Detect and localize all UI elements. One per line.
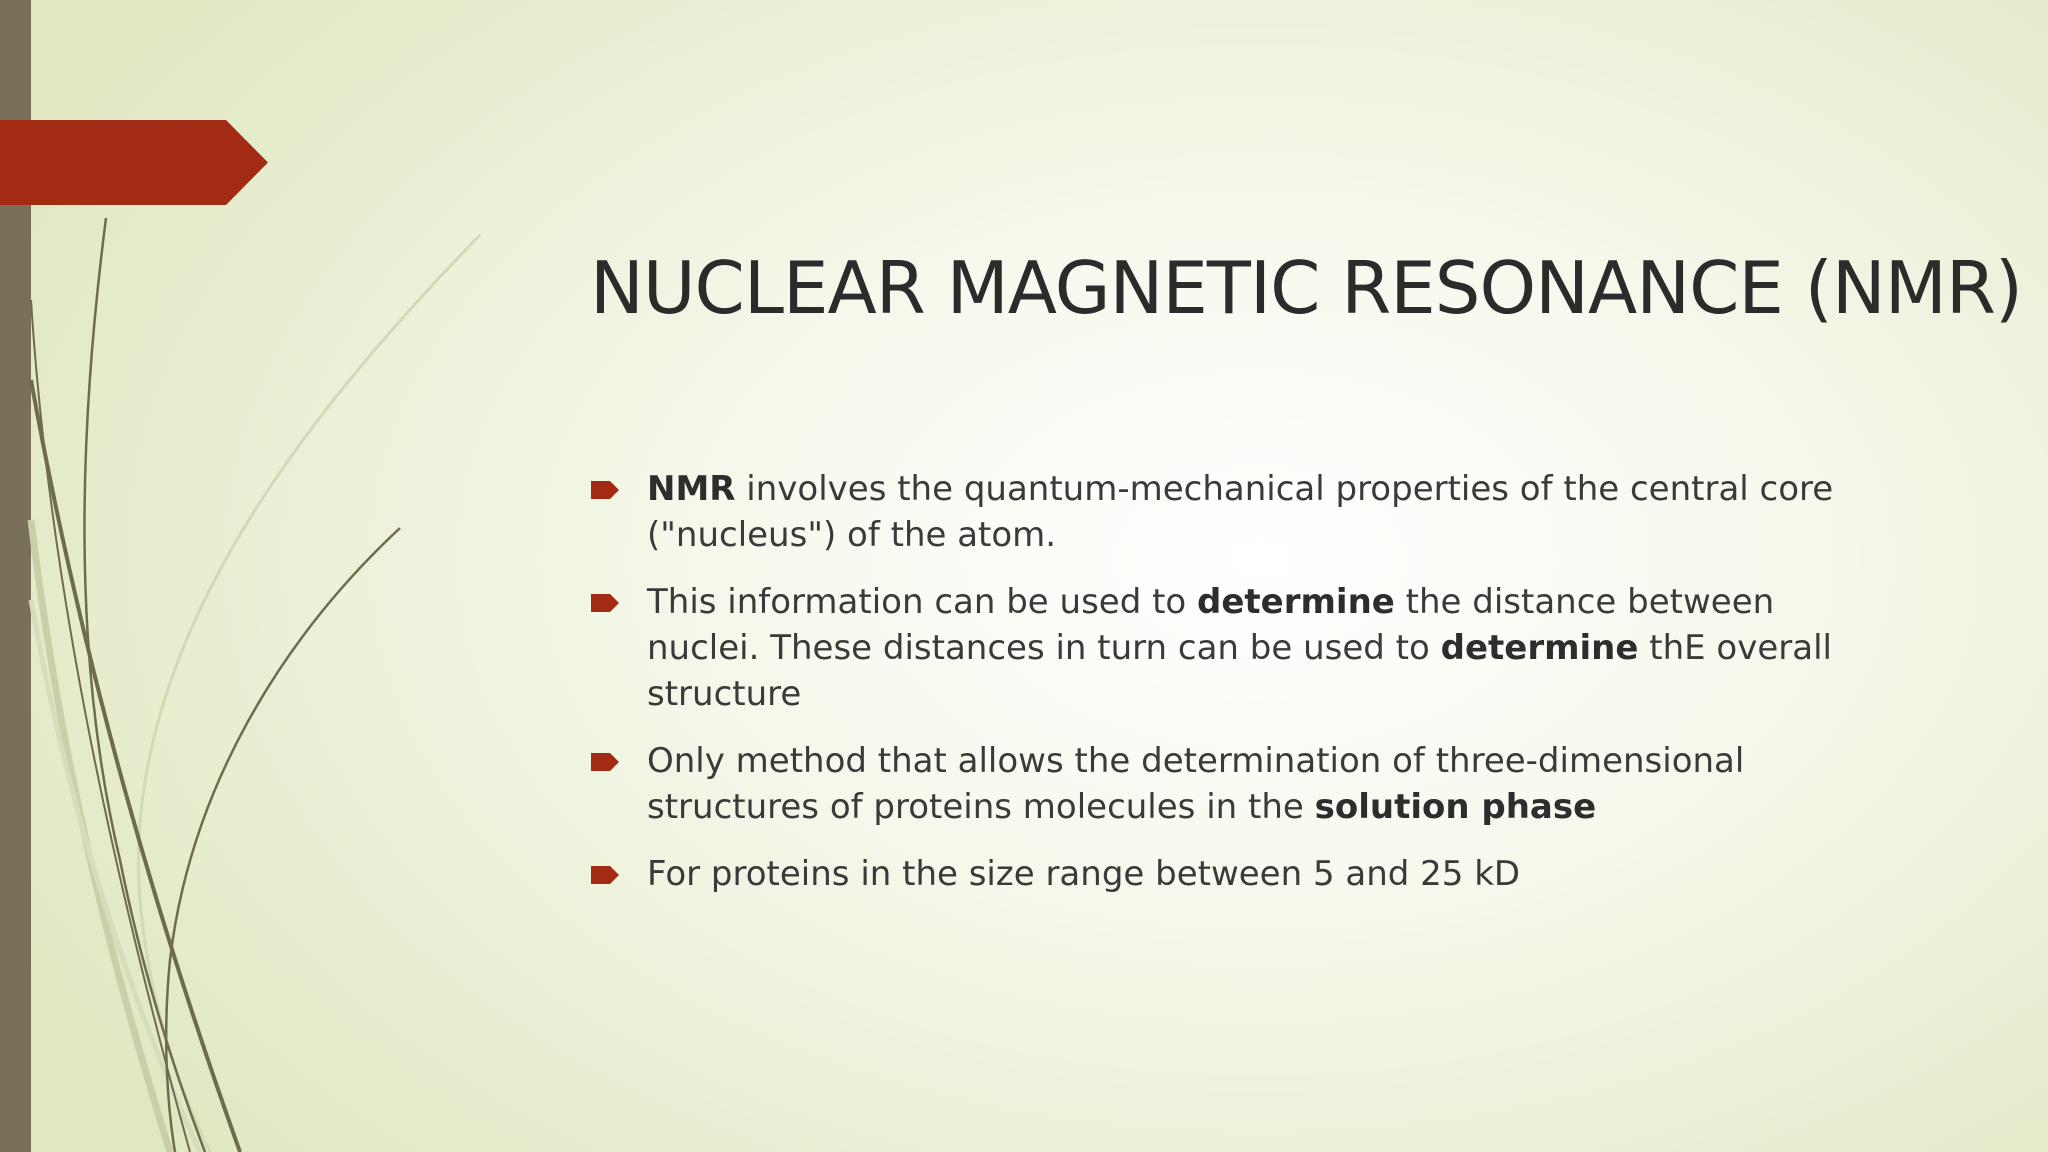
bullet-item-3	[590, 738, 1860, 830]
bullet-3-text: Only method that allows the determination of three-dimensional structures of proteins molecules in the	[647, 741, 1745, 827]
bullet-1-text: involves the quantum-mechanical properties of the central core ("nucleus") of the atom.	[647, 469, 1834, 555]
bold-term-determine: determine	[1197, 582, 1395, 622]
bullet-text-4: For proteins in the size range between 5 and 25 kD	[647, 854, 1521, 894]
bullet-item-1	[590, 466, 1860, 558]
bullet-text-3	[647, 741, 1744, 827]
bullet-2-text-b: the distance between nuclei. These distances in turn can be used to	[647, 582, 1775, 668]
arrow-bullet-icon	[591, 481, 619, 499]
bullet-item-2	[590, 579, 1860, 717]
bullet-2-text-a: This information can be used to	[647, 582, 1198, 622]
bold-term-determine-2: determine	[1440, 628, 1639, 668]
bold-term-solution-phase: solution phase	[1314, 787, 1597, 827]
bullet-item-4	[590, 851, 1860, 897]
arrow-bullet-icon	[591, 753, 619, 771]
bullet-text-1	[647, 469, 1833, 555]
title-accent-tab	[0, 120, 268, 205]
slide-title: NUCLEAR MAGNETIC RESONANCE (NMR)	[590, 246, 2022, 330]
vine-light-2	[31, 520, 170, 1152]
bullet-2-text-c: thE overall structure	[647, 628, 1832, 714]
bullet-list	[590, 466, 1860, 918]
arrow-bullet-icon	[591, 866, 619, 884]
bold-term-nmr: NMR	[647, 469, 736, 509]
vine-dark-1	[84, 218, 205, 1152]
vine-light-1	[138, 235, 480, 1152]
vine-dark-3	[166, 528, 400, 1152]
bullet-text-2	[647, 582, 1832, 714]
arrow-bullet-icon	[591, 594, 619, 612]
